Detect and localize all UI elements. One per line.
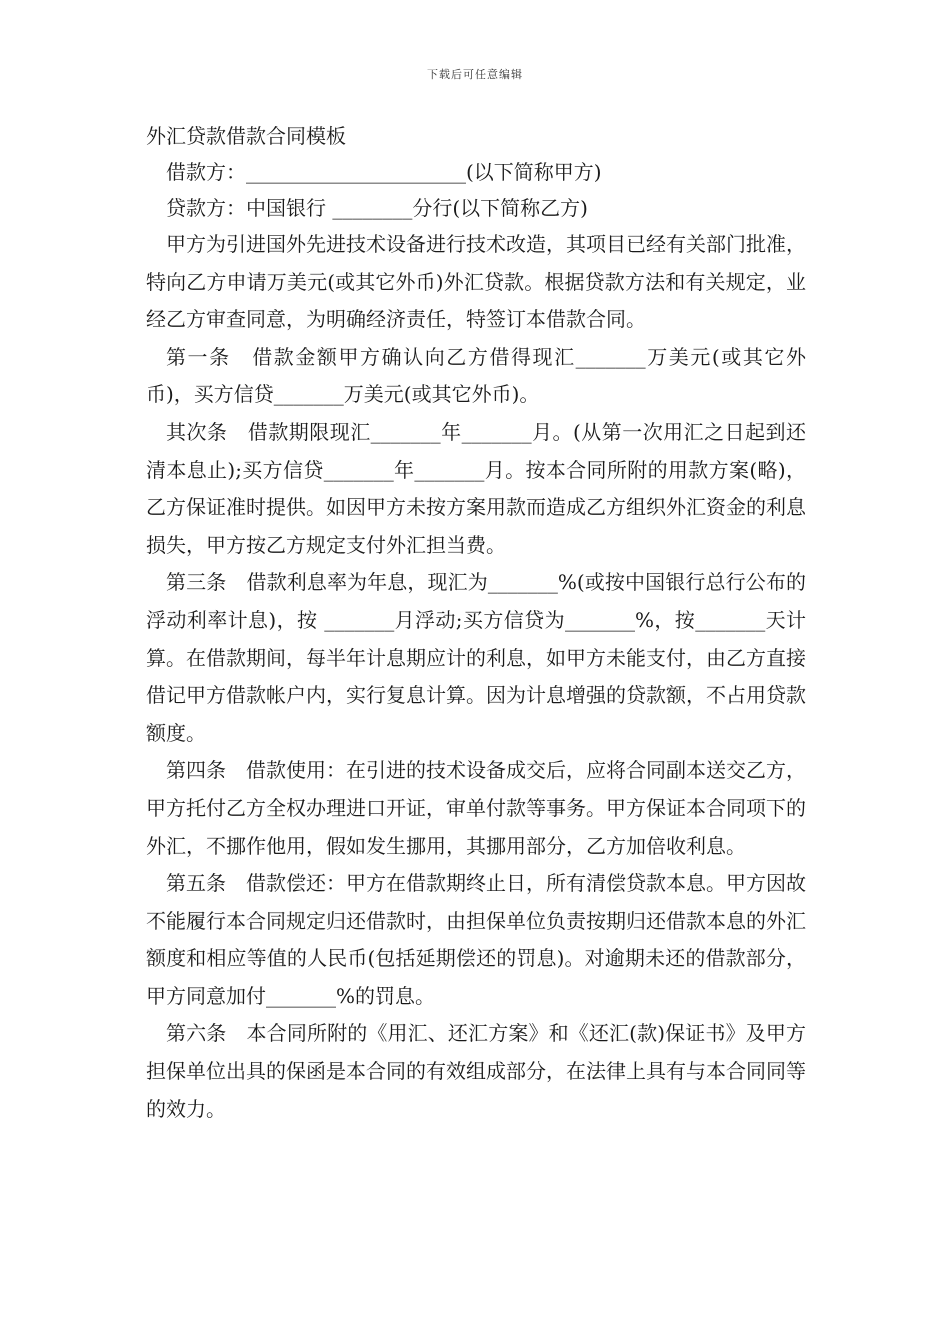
borrower-line: 借款方：______________________(以下简称甲方) [166, 160, 602, 184]
page-header-note: 下载后可任意编辑 [427, 68, 523, 81]
article-2-paragraph: 其次条 借款期限现汇_______年_______月。(从第一次用汇之日起到还清本息止);买方信贷_______年_______月。按本合同所附的用款方案(略)，乙方保证准时提供。如因甲方未按方案用款而造成乙方组织外汇资金的利息损失，甲方按乙方规定支付外汇担当费。 [146, 419, 806, 557]
article-4-paragraph: 第四条 借款使用：在引进的技术设备成交后，应将合同副本送交乙方，甲方托付乙方全权办理进口开证，审单付款等事务。甲方保证本合同项下的外汇，不挪作他用，假如发生挪用，其挪用部分，乙方加倍收利息。 [146, 758, 806, 858]
document-body [146, 118, 806, 1128]
article-1-paragraph: 第一条 借款金额甲方确认向乙方借得现汇_______万美元(或其它外币)，买方信贷_______万美元(或其它外币)。 [146, 344, 806, 407]
lender-line: 贷款方：中国银行 ________分行(以下简称乙方) [166, 196, 588, 220]
article-3-paragraph: 第三条 借款利息率为年息，现汇为_______%(或按中国银行总行公布的浮动利率计息)，按 _______月浮动;买方信贷为_______%，按_______天计算。在借款期间，每半年计息期应计的利息，如甲方未能支付，由乙方直接借记甲方借款帐户内，实行复息计算。因为计息增强的贷款额，不占用贷款额度。 [146, 570, 806, 745]
document-title: 外汇贷款借款合同模板 [146, 124, 346, 148]
article-5-paragraph: 第五条 借款偿还：甲方在借款期终止日，所有清偿贷款本息。甲方因故不能履行本合同规定归还借款时，由担保单位负责按期归还借款本息的外汇额度和相应等值的人民币(包括延期偿还的罚息)。对逾期未还的借款部分，甲方同意加付_______%的罚息。 [146, 871, 806, 1008]
article-6-paragraph: 第六条 本合同所附的《用汇、还汇方案》和《还汇(款)保证书》及甲方担保单位出具的保函是本合同的有效组成部分，在法律上具有与本合同同等的效力。 [146, 1021, 806, 1121]
intro-paragraph: 甲方为引进国外先进技术设备进行技术改造，其项目已经有关部门批准，特向乙方申请万美元(或其它外币)外汇贷款。根据贷款方法和有关规定，业经乙方审查同意，为明确经济责任，特签订本借款合同。 [146, 232, 806, 332]
